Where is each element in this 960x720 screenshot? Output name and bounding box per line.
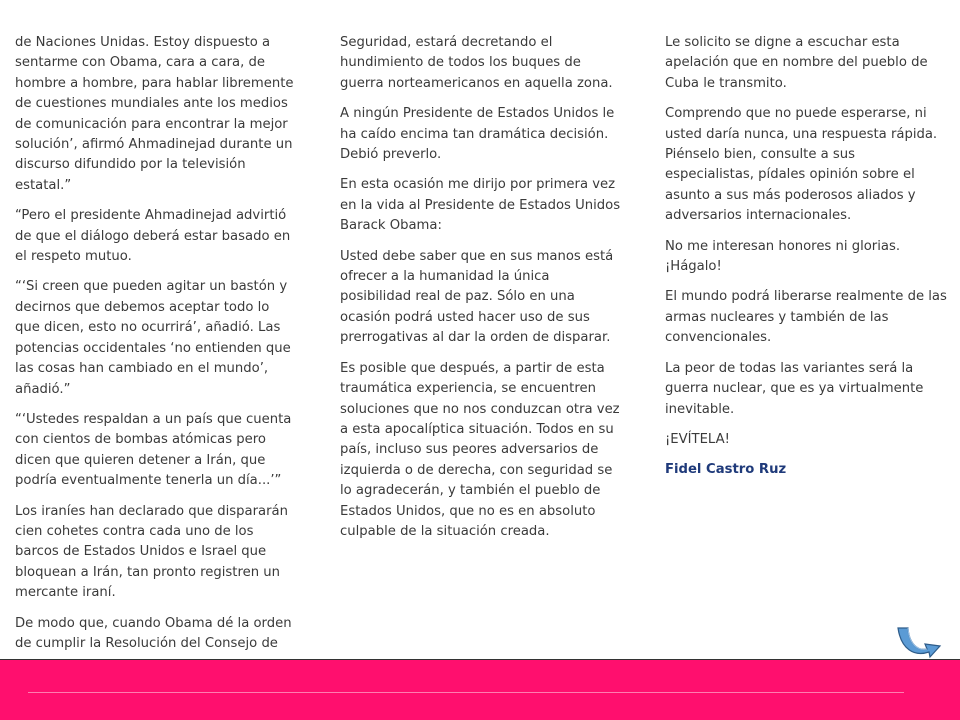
paragraph: Seguridad, estará decretando el hundimiento de todos los buques de guerra norteamericanos en aquella zona. [340, 35, 613, 91]
paragraph: Es posible que después, a partir de esta traumática experiencia, se encuentren soluciones que no nos conduzcan otra vez a esta apocalíptica situación. Todos en su país, incluso sus peores adversarios de izquierda o de derecha, con seguridad se lo agradecerán, y también el pueblo de Estados Unidos, que no es en absoluto culpable de la situación creada. [340, 360, 620, 539]
paragraph: El mundo podrá liberarse realmente de las armas nucleares y también de las convencionales. [665, 289, 947, 346]
paragraph: “‘Si creen que pueden agitar un bastón y decirnos que debemos aceptar todo lo que dicen, esto no ocurrirá’, añadió. Las potencias occidentales ‘no entienden que las cosas han cambiado en el mundo’, añadió.” [15, 279, 291, 397]
paragraph: “‘Ustedes respaldan a un país que cuenta con cientos de bombas atómicas pero dicen que quieren detener a Irán, que podría eventualmente tenerla un día...’” [15, 411, 292, 489]
paragraph: “Pero el presidente Ahmadinejad advirtió de que el diálogo deberá estar basado en el respeto mutuo. [15, 208, 291, 265]
paragraph: Usted debe saber que en sus manos está ofrecer a la humanidad la única posibilidad real de paz. Sólo en una ocasión podrá usted hacer uso de sus prerrogativas al dar la orden de disparar. [340, 248, 614, 346]
paragraph: De modo que, cuando Obama dé la orden de cumplir la Resolución del Consejo de [15, 615, 292, 651]
paragraph: de Naciones Unidas. Estoy dispuesto a sentarme con Obama, cara a cara, de hombre a hombre, para hablar libremente de cuestiones mundiales ante los medios de comunicación para encontrar la mejor solución’, afirmó Ahmadinejad durante un discurso difundido por la televisión estatal.” [15, 35, 294, 193]
footer-divider [28, 692, 904, 693]
paragraph: ¡EVÍTELA! [665, 431, 730, 447]
paragraph: La peor de todas las variantes será la guerra nuclear, que es ya virtualmente inevitable. [665, 360, 924, 417]
text-column-2 [340, 33, 622, 552]
paragraph: Los iraníes han declarado que dispararán cien cohetes contra cada uno de los barcos de Estados Unidos e Israel que bloquean a Irán, tan pronto registren un mercante iraní. [15, 503, 288, 601]
footer-bar [0, 659, 960, 720]
return-arrow-icon[interactable] [896, 624, 948, 660]
paragraph: En esta ocasión me dirijo por primera vez en la vida al Presidente de Estados Unidos Barack Obama: [340, 177, 621, 234]
text-column-1 [15, 33, 297, 664]
paragraph: Comprendo que no puede esperarse, ni usted daría nunca, una respuesta rápida. Piénselo bien, consulte a sus especialistas, pídales opinión sobre el asunto a sus más poderosos aliados y adversarios internacionales. [665, 106, 938, 224]
paragraph: A ningún Presidente de Estados Unidos le ha caído encima tan dramática decisión. Debió preverlo. [340, 106, 615, 163]
paragraph: Le solicito se digne a escuchar esta apelación que en nombre del pueblo de Cuba le transmito. [665, 35, 928, 91]
signature: Fidel Castro Ruz [665, 462, 787, 478]
paragraph: No me interesan honores ni glorias. ¡Hágalo! [665, 238, 901, 275]
text-column-3 [665, 33, 947, 491]
